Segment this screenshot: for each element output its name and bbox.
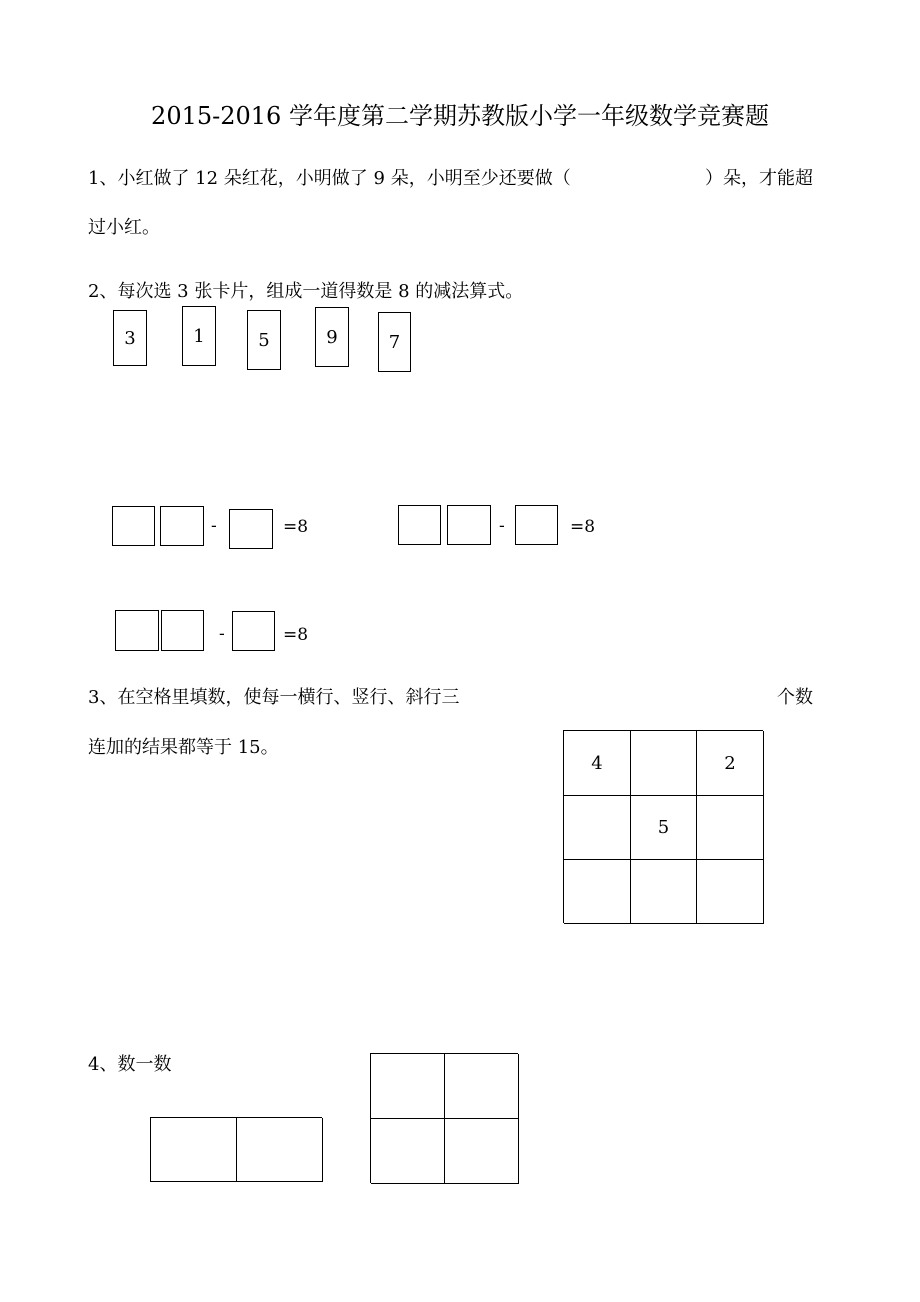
number-card: 9 xyxy=(315,307,349,367)
question-4-prompt: 4、数一数 xyxy=(88,1054,172,1075)
equals-eight: =8 xyxy=(570,517,596,537)
answer-box[interactable] xyxy=(161,610,204,651)
question-1-line1-end: ）朵，才能超 xyxy=(705,168,813,189)
four-square-shape xyxy=(370,1053,518,1183)
number-card: 3 xyxy=(113,310,147,366)
grid-cell[interactable] xyxy=(564,796,631,860)
answer-box[interactable] xyxy=(515,505,558,545)
minus-sign: - xyxy=(499,516,505,536)
number-card: 1 xyxy=(182,306,216,366)
question-2-prompt: 2、每次选 3 张卡片，组成一道得数是 8 的减法算式。 xyxy=(88,281,524,302)
answer-box[interactable] xyxy=(112,506,155,546)
grid-cell[interactable]: 5 xyxy=(631,796,697,860)
grid-cell[interactable]: 4 xyxy=(564,731,631,796)
minus-sign: - xyxy=(219,624,225,644)
equals-eight: =8 xyxy=(283,517,309,537)
answer-box[interactable] xyxy=(232,611,275,651)
answer-box[interactable] xyxy=(115,610,159,651)
shape-square xyxy=(237,1118,323,1182)
page-title: 2015-2016 学年度第二学期苏教版小学一年级数学竞赛题 xyxy=(151,102,769,130)
magic-square-grid xyxy=(563,730,763,923)
shape-square xyxy=(371,1119,445,1184)
grid-cell[interactable] xyxy=(697,860,764,924)
answer-box[interactable] xyxy=(447,505,491,545)
shape-square xyxy=(151,1118,237,1182)
grid-cell[interactable] xyxy=(697,796,764,860)
question-3-line1-end: 个数 xyxy=(777,687,813,708)
minus-sign: - xyxy=(211,516,217,536)
grid-cell[interactable] xyxy=(564,860,631,924)
number-card: 5 xyxy=(247,310,281,370)
grid-cell[interactable]: 2 xyxy=(697,731,764,796)
shape-square xyxy=(445,1119,519,1184)
grid-cell[interactable] xyxy=(631,860,697,924)
answer-box[interactable] xyxy=(398,505,441,545)
grid-cell[interactable] xyxy=(631,731,697,796)
shape-square xyxy=(445,1054,519,1119)
question-1-line1-start: 1、小红做了 12 朵红花，小明做了 9 朵，小明至少还要做（ xyxy=(88,168,571,189)
question-1-line2: 过小红。 xyxy=(88,217,160,238)
answer-box[interactable] xyxy=(229,509,273,549)
question-3-line1-start: 3、在空格里填数，使每一横行、竖行、斜行三 xyxy=(88,687,460,708)
two-square-shape xyxy=(150,1117,322,1182)
equals-eight: =8 xyxy=(283,625,309,645)
question-3-line2: 连加的结果都等于 15。 xyxy=(88,737,279,758)
answer-box[interactable] xyxy=(160,506,204,546)
shape-square xyxy=(371,1054,445,1119)
number-card: 7 xyxy=(378,312,411,372)
